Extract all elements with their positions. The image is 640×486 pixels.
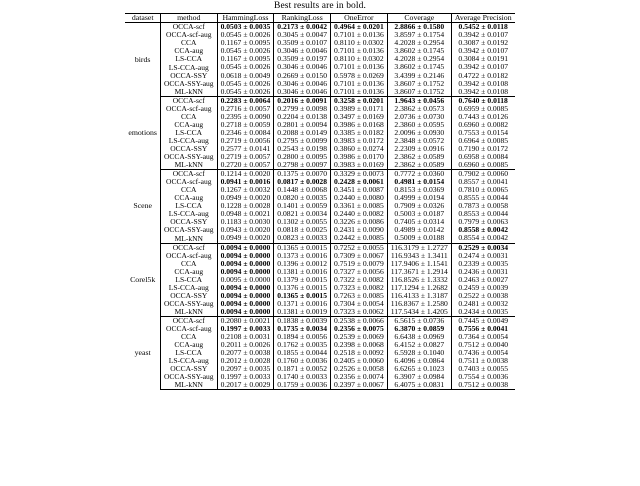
method-cell: LS-CCA bbox=[160, 202, 217, 210]
metric-cell: 2.0736 ± 0.0730 bbox=[387, 113, 451, 121]
metric-cell: 0.3983 ± 0.0169 bbox=[331, 161, 388, 170]
method-cell: CCA bbox=[160, 260, 217, 268]
metric-cell: 0.2405 ± 0.0060 bbox=[331, 357, 388, 365]
metric-cell: 0.2173 ± 0.0042 bbox=[274, 23, 331, 32]
metric-cell: 0.7512 ± 0.0038 bbox=[451, 381, 514, 390]
metric-cell: 0.7443 ± 0.0126 bbox=[451, 113, 514, 121]
metric-cell: 0.0545 ± 0.0026 bbox=[217, 88, 274, 97]
metric-cell: 0.3986 ± 0.0168 bbox=[331, 121, 388, 129]
metric-cell: 0.7101 ± 0.0136 bbox=[331, 88, 388, 97]
metric-cell: 0.2016 ± 0.0091 bbox=[274, 96, 331, 105]
metric-cell: 0.3046 ± 0.0046 bbox=[274, 80, 331, 88]
metric-cell: 0.7323 ± 0.0062 bbox=[331, 308, 388, 317]
method-cell: LS-CCA-aug bbox=[160, 284, 217, 292]
method-cell: ML-kNN bbox=[160, 381, 217, 390]
metric-cell: 117.5434 ± 1.4205 bbox=[387, 308, 451, 317]
metric-cell: 0.7364 ± 0.0054 bbox=[451, 333, 514, 341]
method-cell: OCCA-SSY bbox=[160, 365, 217, 373]
metric-cell: 0.2356 ± 0.0074 bbox=[331, 373, 388, 381]
method-cell: LS-CCA bbox=[160, 129, 217, 137]
metric-cell: 0.2798 ± 0.0097 bbox=[274, 161, 331, 170]
metric-cell: 0.1396 ± 0.0012 bbox=[274, 260, 331, 268]
metric-cell: 2.0096 ± 0.0930 bbox=[387, 129, 451, 137]
metric-cell: 0.8153 ± 0.0369 bbox=[387, 186, 451, 194]
metric-cell: 0.7436 ± 0.0054 bbox=[451, 349, 514, 357]
method-cell: OCCA-scf-aug bbox=[160, 252, 217, 260]
metric-cell: 4.2028 ± 0.2954 bbox=[387, 55, 451, 63]
metric-cell: 0.4722 ± 0.0182 bbox=[451, 72, 514, 80]
metric-cell: 0.2356 ± 0.0075 bbox=[331, 325, 388, 333]
header-hammingloss: HammingLoss bbox=[217, 14, 274, 23]
metric-cell: 0.3942 ± 0.0107 bbox=[451, 63, 514, 71]
metric-cell: 0.3046 ± 0.0046 bbox=[274, 47, 331, 55]
method-cell: ML-kNN bbox=[160, 161, 217, 170]
metric-cell: 0.2108 ± 0.0031 bbox=[217, 333, 274, 341]
metric-cell: 0.6960 ± 0.0082 bbox=[451, 121, 514, 129]
metric-cell: 0.5003 ± 0.0187 bbox=[387, 210, 451, 218]
metric-cell: 0.6960 ± 0.0085 bbox=[451, 161, 514, 170]
metric-cell: 0.2669 ± 0.0150 bbox=[274, 72, 331, 80]
metric-cell: 0.2463 ± 0.0027 bbox=[451, 276, 514, 284]
metric-cell: 0.7309 ± 0.0067 bbox=[331, 252, 388, 260]
metric-cell: 2.3862 ± 0.0589 bbox=[387, 153, 451, 161]
method-cell: OCCA-SSY bbox=[160, 292, 217, 300]
metric-cell: 0.1373 ± 0.0016 bbox=[274, 252, 331, 260]
metric-cell: 0.0618 ± 0.0049 bbox=[217, 72, 274, 80]
metric-cell: 0.7403 ± 0.0055 bbox=[451, 365, 514, 373]
metric-cell: 0.7252 ± 0.0055 bbox=[331, 243, 388, 252]
header-coverage: Coverage bbox=[387, 14, 451, 23]
metric-cell: 0.2097 ± 0.0035 bbox=[217, 365, 274, 373]
method-cell: OCCA-scf-aug bbox=[160, 31, 217, 39]
metric-cell: 2.3848 ± 0.0572 bbox=[387, 137, 451, 145]
metric-cell: 0.7445 ± 0.0049 bbox=[451, 316, 514, 325]
metric-cell: 0.2011 ± 0.0026 bbox=[217, 341, 274, 349]
method-cell: CCA-aug bbox=[160, 121, 217, 129]
metric-cell: 0.2088 ± 0.0149 bbox=[274, 129, 331, 137]
metric-cell: 0.0094 ± 0.0000 bbox=[217, 300, 274, 308]
metric-cell: 0.1376 ± 0.0015 bbox=[274, 284, 331, 292]
metric-cell: 0.4981 ± 0.0154 bbox=[387, 178, 451, 186]
metric-cell: 6.4096 ± 0.0864 bbox=[387, 357, 451, 365]
method-cell: LS-CCA-aug bbox=[160, 63, 217, 71]
metric-cell: 0.3084 ± 0.0191 bbox=[451, 55, 514, 63]
metric-cell: 0.7405 ± 0.0314 bbox=[387, 218, 451, 226]
metric-cell: 0.2529 ± 0.0034 bbox=[451, 243, 514, 252]
metric-cell: 0.3329 ± 0.0073 bbox=[331, 170, 388, 179]
method-cell: LS-CCA bbox=[160, 276, 217, 284]
method-cell: ML-kNN bbox=[160, 88, 217, 97]
metric-cell: 0.7511 ± 0.0038 bbox=[451, 357, 514, 365]
metric-cell: 0.6964 ± 0.0085 bbox=[451, 137, 514, 145]
metric-cell: 0.3860 ± 0.0274 bbox=[331, 145, 388, 153]
metric-cell: 0.2719 ± 0.0056 bbox=[217, 137, 274, 145]
metric-cell: 3.4399 ± 0.2146 bbox=[387, 72, 451, 80]
metric-cell: 0.8110 ± 0.0302 bbox=[331, 55, 388, 63]
metric-cell: 0.3385 ± 0.0182 bbox=[331, 129, 388, 137]
metric-cell: 0.2283 ± 0.0064 bbox=[217, 96, 274, 105]
metric-cell: 0.5452 ± 0.0118 bbox=[451, 23, 514, 32]
metric-cell: 0.0821 ± 0.0034 bbox=[274, 210, 331, 218]
metric-cell: 0.1183 ± 0.0030 bbox=[217, 218, 274, 226]
metric-cell: 0.7979 ± 0.0063 bbox=[451, 218, 514, 226]
metric-cell: 2.2309 ± 0.0916 bbox=[387, 145, 451, 153]
metric-cell: 0.8554 ± 0.0042 bbox=[451, 234, 514, 243]
metric-cell: 0.3983 ± 0.0172 bbox=[331, 137, 388, 145]
metric-cell: 0.3226 ± 0.0086 bbox=[331, 218, 388, 226]
metric-cell: 0.1381 ± 0.0016 bbox=[274, 268, 331, 276]
dataset-cell: yeast bbox=[134, 348, 151, 358]
metric-cell: 0.2577 ± 0.0141 bbox=[217, 145, 274, 153]
metric-cell: 0.0545 ± 0.0026 bbox=[217, 63, 274, 71]
metric-cell: 0.7810 ± 0.0065 bbox=[451, 186, 514, 194]
metric-cell: 0.1855 ± 0.0044 bbox=[274, 349, 331, 357]
metric-cell: 0.0817 ± 0.0028 bbox=[274, 178, 331, 186]
method-cell: OCCA-SSY-aug bbox=[160, 373, 217, 381]
metric-cell: 0.0545 ± 0.0026 bbox=[217, 31, 274, 39]
metric-cell: 0.1365 ± 0.0015 bbox=[274, 292, 331, 300]
metric-cell: 6.4075 ± 0.0831 bbox=[387, 381, 451, 390]
header-method: method bbox=[160, 14, 217, 23]
metric-cell: 0.2012 ± 0.0028 bbox=[217, 357, 274, 365]
method-cell: OCCA-scf bbox=[160, 23, 217, 32]
metric-cell: 3.8602 ± 0.1745 bbox=[387, 63, 451, 71]
table-row bbox=[125, 381, 514, 390]
metric-cell: 0.2431 ± 0.0090 bbox=[331, 226, 388, 234]
metric-cell: 0.7101 ± 0.0136 bbox=[331, 31, 388, 39]
metric-cell: 0.0948 ± 0.0021 bbox=[217, 210, 274, 218]
metric-cell: 0.7322 ± 0.0082 bbox=[331, 276, 388, 284]
metric-cell: 0.7323 ± 0.0082 bbox=[331, 284, 388, 292]
metric-cell: 0.1375 ± 0.0070 bbox=[274, 170, 331, 179]
metric-cell: 0.0503 ± 0.0035 bbox=[217, 23, 274, 32]
metric-cell: 0.2718 ± 0.0059 bbox=[217, 121, 274, 129]
metric-cell: 6.5928 ± 0.1040 bbox=[387, 349, 451, 357]
metric-cell: 3.8597 ± 0.1754 bbox=[387, 31, 451, 39]
method-cell: LS-CCA-aug bbox=[160, 137, 217, 145]
metric-cell: 2.3860 ± 0.0595 bbox=[387, 121, 451, 129]
metric-cell: 0.1371 ± 0.0016 bbox=[274, 300, 331, 308]
metric-cell: 0.1448 ± 0.0068 bbox=[274, 186, 331, 194]
method-cell: OCCA-SSY-aug bbox=[160, 300, 217, 308]
metric-cell: 3.8607 ± 0.1752 bbox=[387, 80, 451, 88]
metric-cell: 0.7101 ± 0.0136 bbox=[331, 47, 388, 55]
metric-cell: 116.8526 ± 1.3332 bbox=[387, 276, 451, 284]
metric-cell: 0.7554 ± 0.0036 bbox=[451, 373, 514, 381]
metric-cell: 6.3870 ± 0.0859 bbox=[387, 325, 451, 333]
metric-cell: 0.7553 ± 0.0154 bbox=[451, 129, 514, 137]
method-cell: CCA bbox=[160, 39, 217, 47]
metric-cell: 0.1894 ± 0.0056 bbox=[274, 333, 331, 341]
metric-cell: 0.2077 ± 0.0038 bbox=[217, 349, 274, 357]
method-cell: CCA bbox=[160, 333, 217, 341]
metric-cell: 0.1997 ± 0.0033 bbox=[217, 373, 274, 381]
metric-cell: 0.2346 ± 0.0084 bbox=[217, 129, 274, 137]
metric-cell: 116.8367 ± 1.2580 bbox=[387, 300, 451, 308]
method-cell: OCCA-scf bbox=[160, 96, 217, 105]
metric-cell: 0.1381 ± 0.0019 bbox=[274, 308, 331, 317]
metric-cell: 0.2434 ± 0.0035 bbox=[451, 308, 514, 317]
metric-cell: 0.7190 ± 0.0172 bbox=[451, 145, 514, 153]
metric-cell: 0.0943 ± 0.0020 bbox=[217, 226, 274, 234]
method-cell: OCCA-scf bbox=[160, 316, 217, 325]
metric-cell: 0.1871 ± 0.0052 bbox=[274, 365, 331, 373]
metric-cell: 0.7909 ± 0.0326 bbox=[387, 202, 451, 210]
table-body bbox=[125, 23, 514, 390]
metric-cell: 0.0949 ± 0.0020 bbox=[217, 234, 274, 243]
metric-cell: 117.1294 ± 1.2682 bbox=[387, 284, 451, 292]
metric-cell: 0.2795 ± 0.0099 bbox=[274, 137, 331, 145]
metric-cell: 0.0094 ± 0.0000 bbox=[217, 284, 274, 292]
table-row bbox=[125, 88, 514, 97]
metric-cell: 0.3497 ± 0.0169 bbox=[331, 113, 388, 121]
method-cell: CCA-aug bbox=[160, 194, 217, 202]
dataset-cell: emotions bbox=[128, 127, 157, 137]
metric-cell: 3.8602 ± 0.1745 bbox=[387, 47, 451, 55]
metric-cell: 0.7519 ± 0.0079 bbox=[331, 260, 388, 268]
metric-cell: 116.4133 ± 1.3187 bbox=[387, 292, 451, 300]
method-cell: OCCA-SSY-aug bbox=[160, 80, 217, 88]
method-cell: OCCA-scf bbox=[160, 243, 217, 252]
metric-cell: 0.3989 ± 0.0171 bbox=[331, 105, 388, 113]
metric-cell: 0.3258 ± 0.0201 bbox=[331, 96, 388, 105]
metric-cell: 0.3986 ± 0.0170 bbox=[331, 153, 388, 161]
metric-cell: 0.2397 ± 0.0067 bbox=[331, 381, 388, 390]
metric-cell: 0.3509 ± 0.0197 bbox=[274, 55, 331, 63]
method-cell: CCA bbox=[160, 186, 217, 194]
metric-cell: 0.2481 ± 0.0032 bbox=[451, 300, 514, 308]
metric-cell: 0.0094 ± 0.0000 bbox=[217, 243, 274, 252]
metric-cell: 0.2716 ± 0.0057 bbox=[217, 105, 274, 113]
metric-cell: 2.8866 ± 0.1580 bbox=[387, 23, 451, 32]
metric-cell: 6.6438 ± 0.0969 bbox=[387, 333, 451, 341]
metric-cell: 0.0818 ± 0.0025 bbox=[274, 226, 331, 234]
metric-cell: 0.7101 ± 0.0136 bbox=[331, 63, 388, 71]
method-cell: CCA-aug bbox=[160, 268, 217, 276]
metric-cell: 0.1735 ± 0.0034 bbox=[274, 325, 331, 333]
metric-cell: 0.0094 ± 0.0000 bbox=[217, 260, 274, 268]
metric-cell: 0.1214 ± 0.0020 bbox=[217, 170, 274, 179]
metric-cell: 0.8110 ± 0.0302 bbox=[331, 39, 388, 47]
metric-cell: 0.2428 ± 0.0061 bbox=[331, 178, 388, 186]
method-cell: LS-CCA bbox=[160, 349, 217, 357]
metric-cell: 1.9643 ± 0.0456 bbox=[387, 96, 451, 105]
metric-cell: 0.1760 ± 0.0036 bbox=[274, 357, 331, 365]
metric-cell: 0.7772 ± 0.0360 bbox=[387, 170, 451, 179]
metric-cell: 0.3045 ± 0.0047 bbox=[274, 31, 331, 39]
metric-cell: 0.0094 ± 0.0000 bbox=[217, 268, 274, 276]
metric-cell: 0.0820 ± 0.0035 bbox=[274, 194, 331, 202]
metric-cell: 0.7304 ± 0.0054 bbox=[331, 300, 388, 308]
header-rankingloss: RankingLoss bbox=[274, 14, 331, 23]
metric-cell: 0.2395 ± 0.0090 bbox=[217, 113, 274, 121]
metric-cell: 0.7327 ± 0.0056 bbox=[331, 268, 388, 276]
metric-cell: 0.2440 ± 0.0082 bbox=[331, 210, 388, 218]
metric-cell: 0.2436 ± 0.0031 bbox=[451, 268, 514, 276]
metric-cell: 0.3942 ± 0.0107 bbox=[451, 47, 514, 55]
metric-cell: 0.2539 ± 0.0069 bbox=[331, 333, 388, 341]
metric-cell: 3.8607 ± 0.1752 bbox=[387, 88, 451, 97]
metric-cell: 0.1302 ± 0.0055 bbox=[274, 218, 331, 226]
metric-cell: 0.2474 ± 0.0031 bbox=[451, 252, 514, 260]
method-cell: LS-CCA bbox=[160, 55, 217, 63]
metric-cell: 6.6265 ± 0.1023 bbox=[387, 365, 451, 373]
metric-cell: 0.0545 ± 0.0026 bbox=[217, 47, 274, 55]
header-oneerror: OneError bbox=[331, 14, 388, 23]
method-cell: OCCA-scf-aug bbox=[160, 178, 217, 186]
metric-cell: 0.3451 ± 0.0087 bbox=[331, 186, 388, 194]
metric-cell: 0.3509 ± 0.0107 bbox=[274, 39, 331, 47]
method-cell: OCCA-scf-aug bbox=[160, 105, 217, 113]
metric-cell: 0.2442 ± 0.0085 bbox=[331, 234, 388, 243]
metric-cell: 0.1379 ± 0.0015 bbox=[274, 276, 331, 284]
metric-cell: 0.2526 ± 0.0058 bbox=[331, 365, 388, 373]
method-cell: CCA bbox=[160, 113, 217, 121]
metric-cell: 0.2459 ± 0.0039 bbox=[451, 284, 514, 292]
metric-cell: 4.2028 ± 0.2954 bbox=[387, 39, 451, 47]
metric-cell: 0.0941 ± 0.0016 bbox=[217, 178, 274, 186]
metric-cell: 0.0095 ± 0.0000 bbox=[217, 276, 274, 284]
metric-cell: 0.2801 ± 0.0094 bbox=[274, 121, 331, 129]
metric-cell: 0.8555 ± 0.0044 bbox=[451, 194, 514, 202]
metric-cell: 0.0545 ± 0.0026 bbox=[217, 80, 274, 88]
metric-cell: 0.3942 ± 0.0108 bbox=[451, 88, 514, 97]
method-cell: OCCA-SSY-aug bbox=[160, 226, 217, 234]
metric-cell: 0.2799 ± 0.0098 bbox=[274, 105, 331, 113]
metric-cell: 0.8553 ± 0.0044 bbox=[451, 210, 514, 218]
metric-cell: 0.0094 ± 0.0000 bbox=[217, 252, 274, 260]
metric-cell: 117.9406 ± 1.1541 bbox=[387, 260, 451, 268]
metric-cell: 0.2518 ± 0.0092 bbox=[331, 349, 388, 357]
metric-cell: 0.4964 ± 0.0201 bbox=[331, 23, 388, 32]
metric-cell: 0.1267 ± 0.0032 bbox=[217, 186, 274, 194]
method-cell: OCCA-scf bbox=[160, 170, 217, 179]
metric-cell: 0.2719 ± 0.0057 bbox=[217, 153, 274, 161]
metric-cell: 0.2522 ± 0.0038 bbox=[451, 292, 514, 300]
metric-cell: 0.1997 ± 0.0033 bbox=[217, 325, 274, 333]
metric-cell: 2.3862 ± 0.0589 bbox=[387, 161, 451, 170]
metric-cell: 0.2017 ± 0.0029 bbox=[217, 381, 274, 390]
method-cell: ML-kNN bbox=[160, 308, 217, 317]
metric-cell: 0.0094 ± 0.0000 bbox=[217, 292, 274, 300]
metric-cell: 0.7902 ± 0.0060 bbox=[451, 170, 514, 179]
metric-cell: 0.2339 ± 0.0035 bbox=[451, 260, 514, 268]
metric-cell: 0.3942 ± 0.0107 bbox=[451, 31, 514, 39]
metric-cell: 0.7263 ± 0.0085 bbox=[331, 292, 388, 300]
metric-cell: 0.2800 ± 0.0095 bbox=[274, 153, 331, 161]
metric-cell: 0.3046 ± 0.0046 bbox=[274, 88, 331, 97]
metric-cell: 0.6958 ± 0.0084 bbox=[451, 153, 514, 161]
metric-cell: 117.3671 ± 1.2914 bbox=[387, 268, 451, 276]
metric-cell: 116.9343 ± 1.3411 bbox=[387, 252, 451, 260]
metric-cell: 0.1401 ± 0.0059 bbox=[274, 202, 331, 210]
dataset-cell: birds bbox=[134, 54, 151, 64]
method-cell: LS-CCA-aug bbox=[160, 357, 217, 365]
metric-cell: 0.4999 ± 0.0194 bbox=[387, 194, 451, 202]
metric-cell: 0.1762 ± 0.0035 bbox=[274, 341, 331, 349]
method-cell: OCCA-SSY bbox=[160, 72, 217, 80]
method-cell: LS-CCA-aug bbox=[160, 210, 217, 218]
metric-cell: 0.6959 ± 0.0085 bbox=[451, 105, 514, 113]
metric-cell: 0.1838 ± 0.0039 bbox=[274, 316, 331, 325]
method-cell: OCCA-SSY bbox=[160, 218, 217, 226]
metric-cell: 0.2080 ± 0.0021 bbox=[217, 316, 274, 325]
metric-cell: 0.4989 ± 0.0142 bbox=[387, 226, 451, 234]
metric-cell: 0.3942 ± 0.0108 bbox=[451, 80, 514, 88]
table-caption: Best results are in bold. bbox=[274, 1, 366, 11]
metric-cell: 0.8558 ± 0.0042 bbox=[451, 226, 514, 234]
metric-cell: 0.2204 ± 0.0138 bbox=[274, 113, 331, 121]
metric-cell: 0.5978 ± 0.0269 bbox=[331, 72, 388, 80]
metric-cell: 0.2440 ± 0.0080 bbox=[331, 194, 388, 202]
metric-cell: 0.2398 ± 0.0068 bbox=[331, 341, 388, 349]
metric-cell: 0.7640 ± 0.0118 bbox=[451, 96, 514, 105]
method-cell: CCA-aug bbox=[160, 341, 217, 349]
metric-cell: 0.2720 ± 0.0057 bbox=[217, 161, 274, 170]
metric-cell: 0.3361 ± 0.0085 bbox=[331, 202, 388, 210]
metric-cell: 0.2543 ± 0.0198 bbox=[274, 145, 331, 153]
method-cell: ML-kNN bbox=[160, 234, 217, 243]
metric-cell: 0.1759 ± 0.0036 bbox=[274, 381, 331, 390]
metric-cell: 0.1740 ± 0.0033 bbox=[274, 373, 331, 381]
metric-cell: 6.4152 ± 0.0827 bbox=[387, 341, 451, 349]
method-cell: OCCA-scf-aug bbox=[160, 325, 217, 333]
results-table bbox=[125, 13, 514, 390]
metric-cell: 0.8557 ± 0.0041 bbox=[451, 178, 514, 186]
metric-cell: 0.5009 ± 0.0188 bbox=[387, 234, 451, 243]
metric-cell: 116.3179 ± 1.2727 bbox=[387, 243, 451, 252]
metric-cell: 0.7556 ± 0.0041 bbox=[451, 325, 514, 333]
method-cell: OCCA-SSY-aug bbox=[160, 153, 217, 161]
metric-cell: 0.0949 ± 0.0020 bbox=[217, 194, 274, 202]
metric-cell: 0.0094 ± 0.0000 bbox=[217, 308, 274, 317]
metric-cell: 0.7873 ± 0.0058 bbox=[451, 202, 514, 210]
metric-cell: 0.2538 ± 0.0066 bbox=[331, 316, 388, 325]
header-dataset: dataset bbox=[125, 14, 160, 23]
metric-cell: 0.0823 ± 0.0033 bbox=[274, 234, 331, 243]
metric-cell: 0.3046 ± 0.0046 bbox=[274, 63, 331, 71]
metric-cell: 0.1228 ± 0.0028 bbox=[217, 202, 274, 210]
metric-cell: 0.1167 ± 0.0095 bbox=[217, 55, 274, 63]
metric-cell: 0.3087 ± 0.0192 bbox=[451, 39, 514, 47]
dataset-cell: Corel5k bbox=[130, 274, 156, 284]
method-cell: OCCA-SSY bbox=[160, 145, 217, 153]
metric-cell: 0.1365 ± 0.0015 bbox=[274, 243, 331, 252]
method-cell: CCA-aug bbox=[160, 47, 217, 55]
header-average-precision: Average Precision bbox=[451, 14, 514, 23]
dataset-cell: Scene bbox=[133, 201, 152, 211]
metric-cell: 0.7101 ± 0.0136 bbox=[331, 80, 388, 88]
metric-cell: 6.3907 ± 0.0984 bbox=[387, 373, 451, 381]
metric-cell: 6.5615 ± 0.0736 bbox=[387, 316, 451, 325]
table-row bbox=[125, 234, 514, 243]
metric-cell: 0.1167 ± 0.0095 bbox=[217, 39, 274, 47]
metric-cell: 0.7512 ± 0.0040 bbox=[451, 341, 514, 349]
metric-cell: 2.3862 ± 0.0573 bbox=[387, 105, 451, 113]
